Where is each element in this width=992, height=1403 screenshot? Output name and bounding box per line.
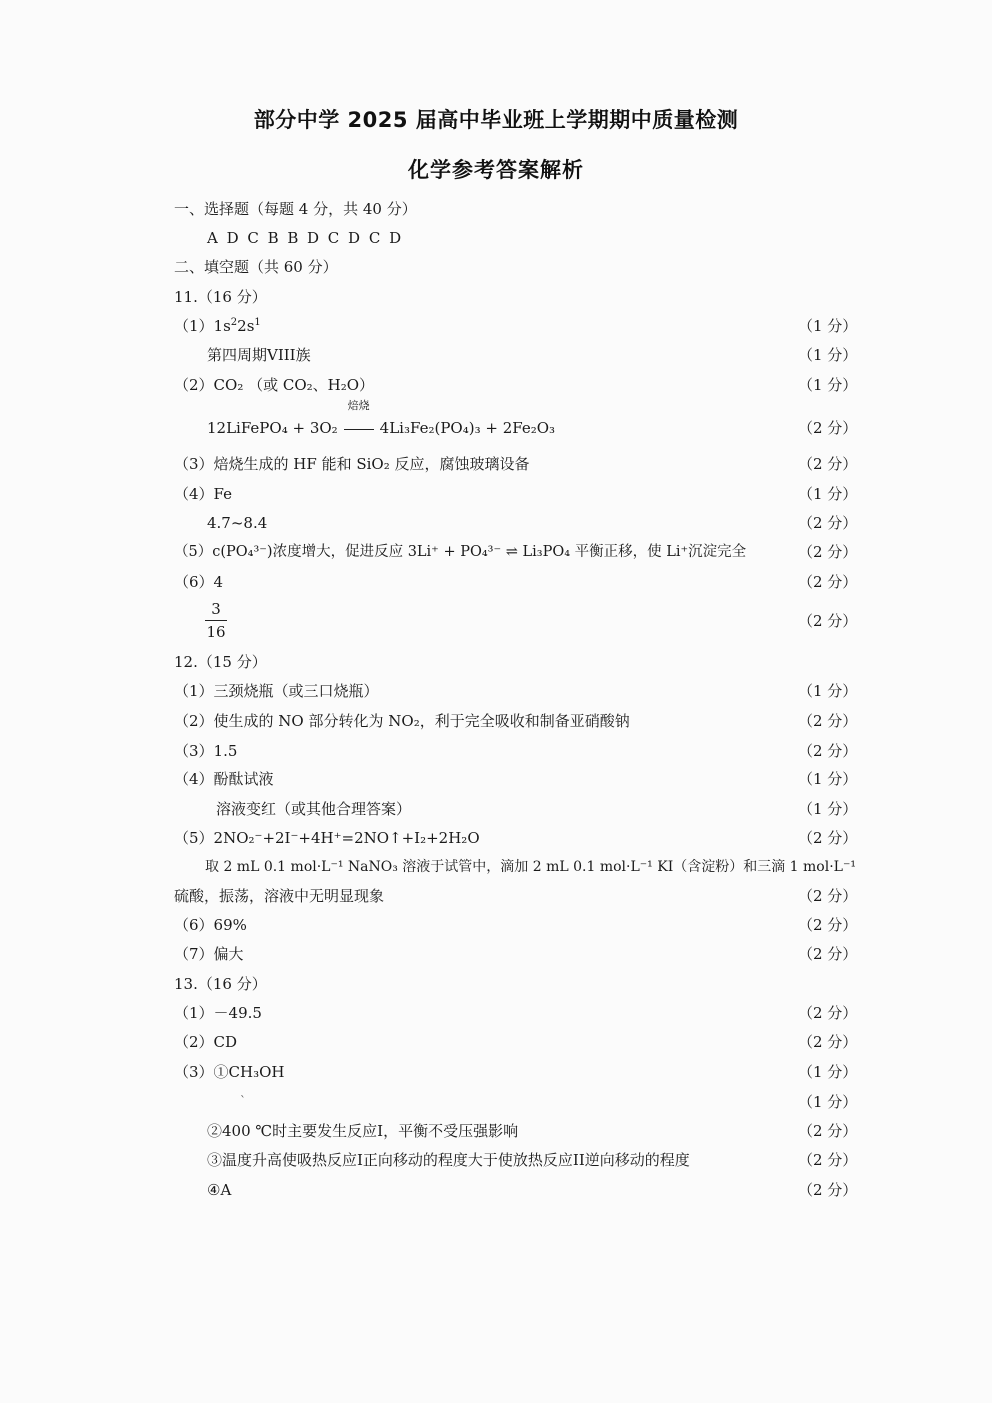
score: （1 分）: [798, 1093, 858, 1111]
fraction-denominator: 16: [206, 623, 226, 641]
q11-heading: 11.（16 分）: [174, 288, 267, 306]
q11-a2b-equation: [207, 399, 556, 441]
q13-a3: （3）①CH₃OH: [174, 1063, 285, 1081]
q13-a1: （1）－49.5: [174, 1004, 262, 1022]
answer-row: [0, 1177, 992, 1203]
q13-heading: 13.（16 分）: [174, 975, 267, 993]
section-heading: [0, 196, 992, 222]
answer-row: [0, 569, 992, 595]
page-title: 部分中学 2025 届高中毕业班上学期期中质量检测: [253, 108, 739, 132]
arrow-line: [344, 429, 374, 430]
q11-a1-sup2: 1: [254, 317, 261, 328]
q11-a5: （5）c(PO₄³⁻)浓度增大，促进反应 3Li⁺ + PO₄³⁻ ⇌ Li₃PO₄ 平衡正移，使 Li⁺沉淀完全: [174, 544, 747, 560]
q11-a2: （2）CO₂ （或 CO₂、H₂O）: [174, 376, 375, 394]
q12-a5: （5）2NO₂⁻+2I⁻+4H⁺=2NO↑+I₂+2H₂O: [174, 829, 480, 847]
reaction-condition: 焙烧: [347, 399, 370, 412]
answer-row: [0, 738, 992, 764]
q12-heading: 12.（15 分）: [174, 653, 267, 671]
answer-row: [0, 510, 992, 536]
q13-a3-blank-mark: `: [240, 1094, 246, 1108]
score: （2 分）: [798, 1122, 858, 1140]
q11-a1-main: 1s: [213, 317, 231, 335]
q13-a3b: ②400 ℃时主要发生反应I，平衡不受压强影响: [207, 1122, 519, 1140]
score: （1 分）: [798, 800, 858, 818]
answer-row: [0, 342, 992, 368]
score: （2 分）: [798, 1004, 858, 1022]
score: （1 分）: [798, 1063, 858, 1081]
score: （1 分）: [798, 682, 858, 700]
answer-row: [0, 608, 992, 634]
answer-row: [0, 708, 992, 734]
answer-row: [0, 1000, 992, 1026]
score: （1 分）: [798, 485, 858, 503]
answer-row: [0, 539, 992, 565]
answer-row: [0, 825, 992, 851]
q12-a1: （1）三颈烧瓶（或三口烧瓶）: [174, 682, 379, 700]
answer-row: [0, 1059, 992, 1085]
q12-a4b: 溶液变红（或其他合理答案）: [216, 800, 412, 818]
q12-a3: （3）1.5: [174, 742, 238, 760]
choice-answers-1-5: A D C B B: [207, 229, 301, 247]
answer-row: [0, 399, 992, 441]
score: （2 分）: [798, 1181, 858, 1199]
answer-row: [0, 854, 992, 880]
section-heading: [0, 254, 992, 280]
q11-a1-label: （1）: [174, 317, 214, 335]
score: （2 分）: [798, 887, 858, 905]
answer-row: [0, 481, 992, 507]
answer-row: [0, 1118, 992, 1144]
page-subtitle: 化学参考答案解析: [408, 158, 584, 182]
score: （2 分）: [798, 945, 858, 963]
answer-row: [0, 1029, 992, 1055]
score: （2 分）: [798, 573, 858, 591]
score: （2 分）: [798, 1033, 858, 1051]
choice-answers-row: [0, 225, 992, 251]
score: （2 分）: [798, 514, 858, 532]
section-2-heading: 二、填空题（共 60 分）: [174, 258, 338, 276]
score: （1 分）: [798, 770, 858, 788]
score: （1 分）: [798, 376, 858, 394]
score: （2 分）: [798, 1151, 858, 1169]
section-1-heading: 一、选择题（每题 4 分，共 40 分）: [174, 200, 417, 218]
q11-a4: （4）Fe: [174, 485, 233, 503]
q12-a5b: 取 2 mL 0.1 mol·L⁻¹ NaNO₃ 溶液于试管中，滴加 2 mL 0.1 mol·L⁻¹ KI（含淀粉）和三滴 1 mol·L⁻¹: [205, 859, 856, 875]
reaction-arrow: [342, 399, 376, 441]
q11-a1-mid: 2s: [237, 317, 255, 335]
fraction-numerator: 3: [211, 600, 221, 618]
q12-a5c: 硫酸，振荡，溶液中无明显现象: [174, 887, 385, 905]
q12-a4: （4）酚酞试液: [174, 770, 274, 788]
answer-row: [0, 678, 992, 704]
score: （2 分）: [798, 916, 858, 934]
answer-row: [0, 766, 992, 792]
answer-row: [0, 796, 992, 822]
answer-row: [0, 1089, 992, 1115]
q11-a4b: 4.7~8.4: [207, 514, 268, 532]
score: （2 分）: [798, 742, 858, 760]
question-heading: [0, 971, 992, 997]
score: （2 分）: [798, 543, 858, 561]
q13-a3c: ③温度升高使吸热反应I正向移动的程度大于使放热反应II逆向移动的程度: [207, 1151, 690, 1169]
equation-left: 12LiFePO₄ + 3O₂: [207, 419, 338, 437]
score: （2 分）: [798, 455, 858, 473]
score: （2 分）: [798, 612, 858, 630]
q12-a7: （7）偏大: [174, 945, 244, 963]
question-heading: [0, 649, 992, 675]
q11-a1-sup1: 2: [230, 317, 238, 328]
score: （2 分）: [798, 419, 858, 437]
choice-answers-6-10: D C D C D: [307, 229, 404, 247]
q12-a2: （2）使生成的 NO 部分转化为 NO₂，利于完全吸收和制备亚硝酸钠: [174, 712, 630, 730]
q11-a1: [174, 313, 261, 339]
q11-a6: （6）4: [174, 573, 224, 591]
score: （2 分）: [798, 712, 858, 730]
answer-row: [0, 912, 992, 938]
answer-row: [0, 451, 992, 477]
score: （2 分）: [798, 829, 858, 847]
answer-row: [0, 313, 992, 339]
question-heading: [0, 284, 992, 310]
q13-a3d: ④A: [207, 1181, 232, 1199]
equation-right: 4Li₃Fe₂(PO₄)₃ + 2Fe₂O₃: [379, 419, 556, 437]
score: （1 分）: [798, 346, 858, 364]
q11-a1b: 第四周期VIII族: [207, 346, 311, 364]
q12-a6: （6）69%: [174, 916, 247, 934]
answer-row: [0, 941, 992, 967]
q11-a3: （3）焙烧生成的 HF 能和 SiO₂ 反应，腐蚀玻璃设备: [174, 455, 530, 473]
answer-row: [0, 372, 992, 398]
q13-a2: （2）CD: [174, 1033, 238, 1051]
answer-row: [0, 883, 992, 909]
answer-row: [0, 1147, 992, 1173]
score: （1 分）: [798, 317, 858, 335]
